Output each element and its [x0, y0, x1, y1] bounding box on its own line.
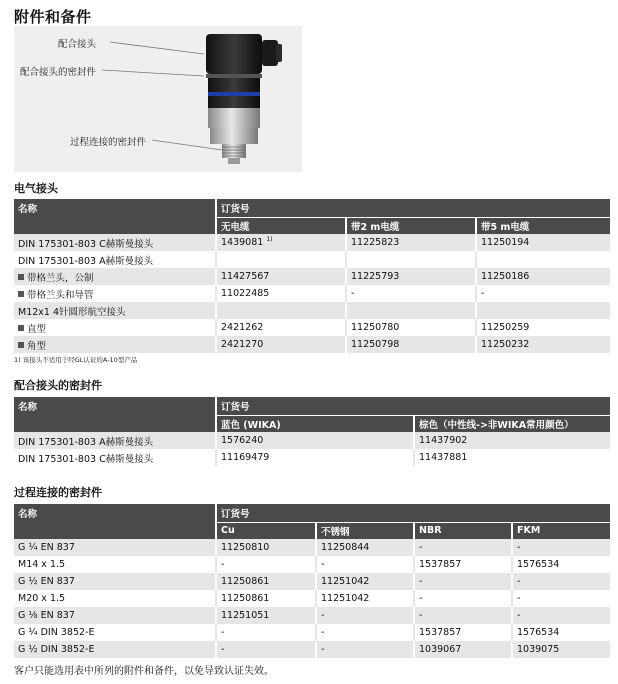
row-name: DIN 175301-803 C赫斯曼接头 [14, 449, 216, 466]
order-number [476, 302, 610, 319]
order-number: - [216, 641, 316, 658]
callout-connector: 配合接头 [58, 39, 97, 50]
row-name: DIN 175301-803 C赫斯曼接头 [14, 234, 216, 251]
order-number: 11250780 [346, 319, 476, 336]
row-name: G ½ EN 837 [14, 573, 216, 590]
sub-header: 无电缆 [216, 217, 346, 234]
bullet-square-icon [18, 325, 24, 331]
blank-header [14, 217, 216, 234]
row-name: 带格兰头，公制 [14, 268, 216, 285]
col-name-header: 名称 [14, 504, 216, 522]
order-number [216, 251, 346, 268]
order-number: 2421262 [216, 319, 346, 336]
table-row [14, 268, 610, 285]
order-number: 2421270 [216, 336, 346, 353]
order-number: 1039075 [512, 641, 610, 658]
col-name-header: 名称 [14, 199, 216, 217]
order-number: 11169479 [216, 449, 414, 466]
sub-header: NBR [414, 522, 512, 539]
order-number: - [316, 624, 414, 641]
order-number: 11251051 [216, 607, 316, 624]
order-number: 1039067 [414, 641, 512, 658]
bullet-square-icon [18, 274, 24, 280]
order-number: - [414, 590, 512, 607]
table-row [14, 641, 610, 658]
table-row [14, 573, 610, 590]
row-name: M20 x 1.5 [14, 590, 216, 607]
page-title: 附件和备件 [14, 8, 92, 26]
order-number: 11225793 [346, 268, 476, 285]
row-name: M12x1 4针圆形航空接头 [14, 302, 216, 319]
table-row [14, 624, 610, 641]
order-number: 1576534 [512, 556, 610, 573]
order-number: 1537857 [414, 624, 512, 641]
order-number: 11250810 [216, 539, 316, 556]
table-row [14, 539, 610, 556]
order-number: 11250844 [316, 539, 414, 556]
table-row [14, 590, 610, 607]
blank-header [14, 522, 216, 539]
order-number: - [512, 590, 610, 607]
table-row [14, 251, 610, 268]
blank-header [14, 415, 216, 432]
order-number: - [512, 573, 610, 590]
electrical-table [14, 199, 610, 353]
order-number [346, 251, 476, 268]
order-number: - [414, 539, 512, 556]
order-number: 11250259 [476, 319, 610, 336]
row-name: 直型 [14, 319, 216, 336]
col-order-header: 订货号 [216, 397, 610, 415]
section-title-connector-seals: 配合接头的密封件 [14, 379, 102, 392]
product-photo [14, 26, 302, 172]
order-number: 1537857 [414, 556, 512, 573]
order-number [346, 302, 476, 319]
order-number: - [414, 607, 512, 624]
callout-process-seal: 过程连接的密封件 [70, 137, 147, 148]
order-number [216, 302, 346, 319]
bullet-square-icon [18, 342, 24, 348]
col-order-header: 订货号 [216, 504, 610, 522]
order-number: - [512, 539, 610, 556]
callout-connector-seal: 配合接头的密封件 [20, 67, 97, 78]
order-number: - [414, 573, 512, 590]
table-row [14, 607, 610, 624]
col-name-header: 名称 [14, 397, 216, 415]
footnote-ref: 1) [266, 236, 273, 244]
table-row [14, 556, 610, 573]
order-number: 11225823 [346, 234, 476, 251]
order-number: - [512, 607, 610, 624]
order-number: 11427567 [216, 268, 346, 285]
sub-header: 带5 m电缆 [476, 217, 610, 234]
sub-header: 不锈钢 [316, 522, 414, 539]
row-name: G ½ DIN 3852-E [14, 641, 216, 658]
process-seals-table [14, 504, 610, 658]
bullet-square-icon [18, 291, 24, 297]
sub-header: Cu [216, 522, 316, 539]
order-number: 11022485 [216, 285, 346, 302]
order-number: 11251042 [316, 590, 414, 607]
order-number: 11437881 [414, 449, 610, 466]
order-number: 11250861 [216, 573, 316, 590]
order-number: 11437902 [414, 432, 610, 449]
table-row [14, 449, 610, 466]
order-number: 1439081 $^{1)}$ [216, 234, 346, 251]
section-title-electrical: 电气接头 [14, 182, 58, 195]
connector-seals-table [14, 397, 610, 466]
table-row [14, 319, 610, 336]
certification-note: 客户只能选用表中所列的附件和备件，以免导致认证失效。 [14, 666, 274, 677]
order-number: 11250861 [216, 590, 316, 607]
sub-header: FKM [512, 522, 610, 539]
row-name: DIN 175301-803 A赫斯曼接头 [14, 432, 216, 449]
row-name: G ¼ EN 837 [14, 539, 216, 556]
order-number: 1576240 [216, 432, 414, 449]
order-number: - [316, 556, 414, 573]
col-order-header: 订货号 [216, 199, 610, 217]
order-number: - [316, 641, 414, 658]
order-number [476, 251, 610, 268]
sub-header: 棕色（中性线->非WIKA常用颜色） [414, 415, 610, 432]
row-name: 带格兰头和导管 [14, 285, 216, 302]
row-name: DIN 175301-803 A赫斯曼接头 [14, 251, 216, 268]
table-row [14, 234, 610, 251]
sub-header: 蓝色 (WIKA) [216, 415, 414, 432]
order-number: - [346, 285, 476, 302]
row-name: G ¼ DIN 3852-E [14, 624, 216, 641]
sub-header: 带2 m电缆 [346, 217, 476, 234]
order-number: - [476, 285, 610, 302]
row-name: M14 x 1.5 [14, 556, 216, 573]
order-number: - [316, 607, 414, 624]
table-row [14, 302, 610, 319]
order-number: 11251042 [316, 573, 414, 590]
order-number: 11250798 [346, 336, 476, 353]
table-row [14, 432, 610, 449]
order-number: 11250232 [476, 336, 610, 353]
order-number: 11250194 [476, 234, 610, 251]
footnote: 1) 该接头不适用于经GL认证的A-10型产品 [14, 356, 138, 364]
row-name: G ⅛ EN 837 [14, 607, 216, 624]
order-number: - [216, 624, 316, 641]
table-row [14, 336, 610, 353]
order-number: 11250186 [476, 268, 610, 285]
section-title-process-seals: 过程连接的密封件 [14, 486, 102, 499]
order-number: - [216, 556, 316, 573]
table-row [14, 285, 610, 302]
order-number: 1576534 [512, 624, 610, 641]
row-name: 角型 [14, 336, 216, 353]
